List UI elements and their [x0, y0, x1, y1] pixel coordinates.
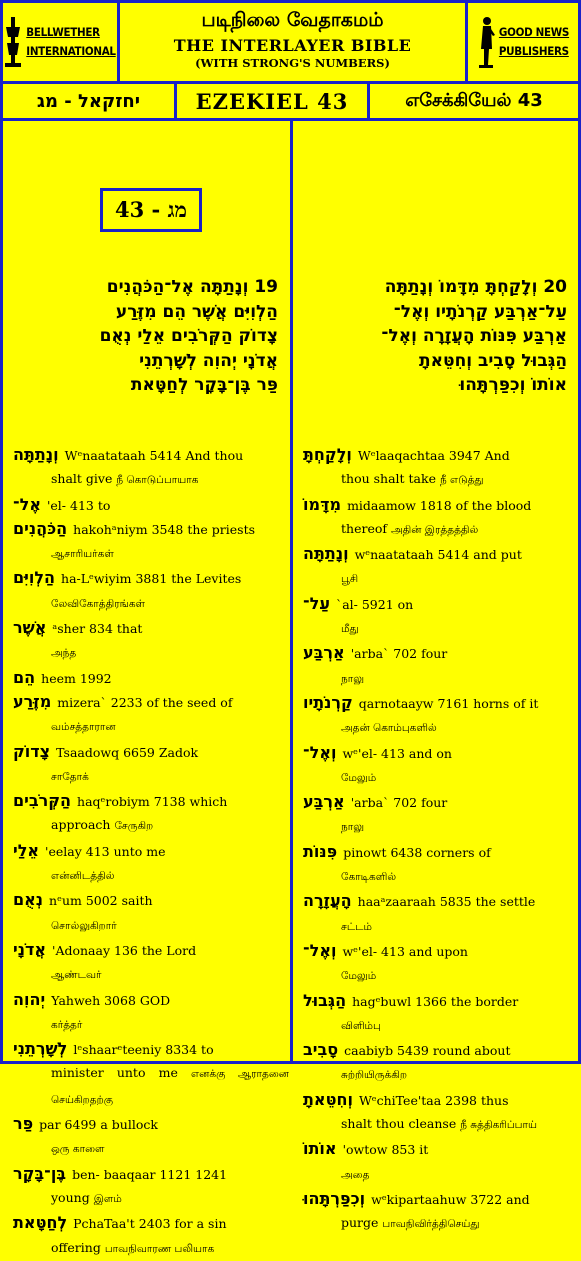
transliteration-gloss: 'Adonaay 136 the Lord	[52, 942, 197, 958]
entry-continuation	[303, 963, 579, 988]
bellwether-sheep-icon	[4, 15, 22, 69]
word-entry	[13, 690, 289, 740]
word-entry	[303, 493, 579, 543]
word-entry	[303, 542, 579, 592]
entry-continuation	[13, 764, 289, 789]
transliteration-gloss: PchaTaa't 2403 for a sin	[73, 1216, 227, 1232]
hebrew-word: וְאֶל־	[303, 940, 337, 960]
tamil-gloss: சுற்றியிருக்கிற	[341, 1069, 408, 1082]
entry-continuation	[13, 1236, 289, 1261]
right-logo-line1: GOOD NEWS	[498, 25, 570, 39]
entry-continuation	[303, 616, 579, 641]
tamil-gloss: இளம்	[93, 1192, 122, 1205]
transliteration-gloss: Yahweh 3068 GOD	[51, 992, 171, 1008]
left-verse-text	[16, 275, 278, 398]
entry-continuation	[303, 765, 579, 790]
entry-continuation	[13, 1012, 289, 1037]
hebrew-word: לְחַטָּאת	[13, 1213, 68, 1233]
word-entry	[303, 741, 579, 791]
tamil-gloss: நீ கொடுப்பாயாக	[116, 474, 199, 487]
transliteration-gloss: par 6499 a bullock	[39, 1117, 158, 1133]
hebrew-word: מִדָּמוֹ	[303, 494, 342, 514]
entry-continuation	[303, 1013, 579, 1038]
transliteration-gloss: WᵉchiTee'taa 2398 thus	[358, 1092, 509, 1108]
word-entry	[303, 641, 579, 691]
entry-continuation	[13, 467, 289, 492]
bellwether-logo	[3, 3, 120, 81]
tamil-gloss: நாலு	[341, 672, 365, 685]
word-entry	[13, 616, 289, 666]
hebrew-word: קַרְנֹתָיו	[303, 692, 353, 712]
word-entry	[13, 566, 289, 616]
word-entry	[13, 789, 289, 839]
word-entry	[13, 888, 289, 938]
transliteration-gloss: lᵉshaarᵉteeniy 8334 to	[73, 1042, 214, 1058]
transliteration-gloss: haaᵃzaaraah 5835 the settle	[357, 894, 536, 910]
hebrew-word: הַקְּרֹבִים	[13, 791, 72, 811]
right-word-list	[303, 443, 579, 1237]
column-divider	[290, 121, 293, 1061]
hebrew-word: מִזֶּרַע	[13, 691, 52, 711]
hebrew-word: הָעֲזָרָה	[303, 891, 352, 911]
tamil-gloss: கோடிகளில்	[341, 871, 397, 884]
word-entry	[13, 839, 289, 889]
transliteration-gloss: 'eelay 413 unto me	[45, 843, 166, 859]
entry-continuation	[303, 814, 579, 839]
book-hebrew: יחזקאל - מג	[3, 84, 177, 118]
transliteration-gloss: wᵉnaatataah 5414 and put	[354, 547, 522, 563]
hebrew-word: אַרְבַּע	[303, 792, 345, 812]
tamil-gloss: சாதோக்	[51, 770, 89, 783]
hebrew-word: פִּנּוֹת	[303, 841, 338, 861]
word-entry	[13, 493, 289, 517]
tamil-gloss: பாவநிவிர்த்திசெய்து	[382, 1218, 480, 1231]
word-entry	[303, 592, 579, 642]
entry-continuation	[303, 517, 579, 542]
tamil-gloss: மீது	[341, 623, 359, 636]
hebrew-word: וְנָתַתָּה	[13, 445, 59, 464]
tamil-gloss: ஆசாரியர்கள்	[51, 548, 114, 561]
entry-continuation	[13, 863, 289, 888]
tamil-gloss: எனக்கு ஆராதனை செய்கிறதற்கு	[51, 1068, 289, 1106]
word-entry	[13, 988, 289, 1038]
hebrew-word: וְכִפַּרְתָּהוּ	[303, 1188, 366, 1208]
entry-continuation	[13, 813, 289, 838]
hebrew-word: לְשָׁרְתֵנִי	[13, 1039, 68, 1059]
tamil-gloss: நீ எடுத்து	[439, 474, 484, 487]
transliteration-gloss: Wᵉlaaqachtaa 3947 And	[357, 448, 510, 463]
good-news-logo	[465, 3, 578, 81]
gloss-continuation: young	[51, 1189, 90, 1205]
title-sub: (WITH STRONG'S NUMBERS)	[195, 56, 390, 70]
word-entry	[303, 889, 579, 939]
entry-continuation	[303, 914, 579, 939]
hebrew-word: אֲשֶׁר	[13, 618, 47, 638]
transliteration-gloss: hagᵉbuwl 1366 the border	[352, 993, 519, 1009]
transliteration-gloss: ᵃsher 834 that	[52, 621, 143, 637]
gloss-continuation: minister unto me	[51, 1065, 178, 1081]
entry-continuation	[303, 666, 579, 691]
transliteration-gloss: ben- baaqaar 1121 1241	[72, 1166, 228, 1182]
entry-continuation	[303, 566, 579, 591]
hebrew-word: אֶל־	[13, 494, 41, 514]
transliteration-gloss: nᵉum 5002 saith	[49, 893, 153, 909]
entry-continuation	[13, 714, 289, 739]
verse-line: עַל־אַרְבַּע קַרְנֹתָיו וְאֶל־	[393, 301, 567, 322]
transliteration-gloss: 'el- 413 to	[46, 497, 111, 513]
word-entry	[13, 443, 289, 493]
transliteration-gloss: hakohᵃniym 3548 the priests	[73, 521, 256, 537]
word-entry	[303, 443, 579, 493]
verse-line: הַגְּבוּל סָבִיב וְחִטֵּאתָ	[419, 350, 567, 371]
transliteration-gloss: `al- 5921 on	[335, 596, 414, 612]
book-bar	[3, 84, 578, 121]
hebrew-word: אֵלַי	[13, 840, 40, 860]
hebrew-word: עַל־	[303, 593, 330, 613]
hebrew-word: בֶּן־בָּקָר	[13, 1163, 67, 1183]
transliteration-gloss: Wᵉnaatataah 5414 And thou	[64, 448, 244, 463]
chapter-label-text: מג - 43	[115, 197, 187, 222]
book-tamil: எசேக்கியேல் 43	[405, 89, 543, 111]
verse-line: 20 וְלָקַחְתָּ מִדָּמוֹ וְנָתַתָּה	[384, 277, 567, 297]
hebrew-word: נְאֻם	[13, 890, 44, 910]
entry-continuation	[303, 1062, 579, 1087]
hebrew-word: הַלְוִיִּם	[13, 568, 56, 588]
verse-line: הַלְוִיִּם אֲשֶׁר הֵם מִזֶּרַע	[115, 301, 278, 322]
left-logo-line2: INTERNATIONAL	[26, 44, 116, 58]
word-entry	[13, 666, 289, 690]
gloss-continuation: purge	[341, 1215, 379, 1231]
word-entry	[13, 1162, 289, 1212]
transliteration-gloss: pinowt 6438 corners of	[343, 844, 491, 860]
transliteration-gloss: midaamow 1818 of the blood	[347, 497, 532, 513]
entry-continuation	[13, 1186, 289, 1211]
right-verse-text	[305, 275, 567, 398]
word-entry	[13, 1037, 289, 1112]
word-entry	[303, 939, 579, 989]
tamil-gloss: சொல்லுகிறார்	[51, 919, 117, 932]
hebrew-word: אוֹתוֹ	[303, 1139, 337, 1159]
transliteration-gloss: 'arba` 702 four	[350, 646, 448, 662]
word-entry	[303, 840, 579, 890]
word-entry	[303, 790, 579, 840]
tamil-gloss: என்னிடத்தில்	[51, 870, 115, 883]
word-entry	[13, 740, 289, 790]
word-entry	[303, 1088, 579, 1138]
tamil-gloss: மேலும்	[341, 970, 377, 983]
transliteration-gloss: mizera` 2233 of the seed of	[57, 694, 233, 710]
hebrew-word: וְאֶל־	[303, 742, 337, 762]
hebrew-word: וְלָקַחְתָּ	[303, 445, 352, 464]
transliteration-gloss: qarnotaayw 7161 horns of it	[358, 695, 539, 711]
tamil-gloss: ஆண்டவர்	[51, 969, 102, 982]
word-entry	[303, 1137, 579, 1187]
transliteration-gloss: wᵉ'el- 413 and on	[342, 745, 452, 761]
gloss-continuation: approach	[51, 817, 111, 833]
transliteration-gloss: 'arba` 702 four	[350, 795, 448, 811]
tamil-gloss: அதின் இரத்தத்தில்	[390, 523, 479, 536]
entry-continuation	[303, 715, 579, 740]
entry-continuation	[13, 962, 289, 987]
hebrew-word: סָבִיב	[303, 1040, 339, 1060]
verse-line: פַּר בֶּן־בָּקָר לְחַטָּאת	[130, 375, 278, 395]
hebrew-word: וְנָתַתָּה	[303, 544, 349, 564]
left-logo-line1: BELLWETHER	[26, 25, 100, 39]
tamil-gloss: கர்த்தர்	[51, 1018, 83, 1031]
word-entry	[303, 1038, 579, 1088]
verse-line: 19 וְנָתַתָּה אֶל־הַכֹּהֲנִים	[106, 277, 278, 297]
left-word-list	[13, 443, 289, 1261]
transliteration-gloss: ha-Lᵉwiyim 3881 the Levites	[61, 571, 242, 587]
verse-line: אַרְבַּע פִּנּוֹת הָעֲזָרָה וְאֶל־	[381, 326, 567, 346]
hebrew-word: הַגְּבוּל	[303, 990, 347, 1010]
entry-continuation	[13, 1061, 289, 1112]
tamil-gloss: சேருகிற	[114, 820, 154, 833]
transliteration-gloss: Tsaadowq 6659 Zadok	[56, 744, 199, 760]
tamil-gloss: விளிம்பு	[341, 1019, 381, 1032]
transliteration-gloss: caabiyb 5439 round about	[344, 1043, 511, 1059]
page-header	[3, 3, 578, 84]
tamil-gloss: அந்த	[51, 647, 77, 660]
hebrew-word: אַרְבַּע	[303, 643, 345, 663]
tamil-gloss: மேலும்	[341, 771, 377, 784]
transliteration-gloss: heem 1992	[41, 670, 112, 686]
title-main: THE INTERLAYER BIBLE	[173, 36, 412, 55]
word-entry	[303, 989, 579, 1039]
tamil-gloss: லேவிகோத்திரங்கள்	[51, 597, 146, 610]
word-entry	[13, 938, 289, 988]
gloss-continuation: shalt thou cleanse	[341, 1116, 457, 1132]
hebrew-word: יְהוִה	[13, 989, 46, 1009]
entry-continuation	[13, 591, 289, 616]
hebrew-word: פַּר	[13, 1114, 34, 1134]
entry-continuation	[303, 1112, 579, 1137]
transliteration-gloss: 'owtow 853 it	[342, 1142, 429, 1158]
entry-continuation	[303, 1211, 579, 1236]
tamil-gloss: நாலு	[341, 821, 365, 834]
title-tamil: படிநிலை வேதாகமம்	[201, 9, 384, 31]
word-entry	[303, 1187, 579, 1237]
transliteration-gloss: wᵉ'el- 413 and upon	[342, 943, 468, 959]
verse-line: צָדוֹק הַקְּרֹבִים אֵלַי נְאֻם	[99, 326, 278, 346]
hebrew-word: אֲדֹנָי	[13, 939, 47, 959]
entry-continuation	[303, 467, 579, 492]
hebrew-word: הֵם	[13, 667, 36, 687]
tamil-gloss: நீ சுத்திகரிப்பாய்	[460, 1119, 537, 1132]
transliteration-gloss: wᵉkipartaahuw 3722 and	[371, 1191, 530, 1207]
transliteration-gloss: haqᵉrobiym 7138 which	[77, 794, 228, 810]
tamil-gloss: அதை	[341, 1168, 370, 1181]
word-entry	[13, 1112, 289, 1162]
entry-continuation	[13, 913, 289, 938]
tamil-gloss: சட்டம்	[341, 920, 372, 933]
entry-continuation	[303, 1162, 579, 1187]
verse-line: אוֹתוֹ וְכִפַּרְתָּהוּ	[459, 375, 567, 395]
verse-line: אֲדֹנָי יְהוִה לְשָׁרְתֵנִי	[139, 350, 278, 371]
word-entry	[13, 1211, 289, 1261]
tamil-gloss: ஒரு காளை	[51, 1143, 105, 1156]
gloss-continuation: thereof	[341, 520, 387, 536]
gloss-continuation: offering	[51, 1239, 101, 1255]
entry-continuation	[13, 541, 289, 566]
entry-continuation	[13, 640, 289, 665]
tamil-gloss: வம்சத்தாரான	[51, 721, 116, 734]
hebrew-word: הַכֹּהֲנִים	[13, 518, 68, 538]
word-entry	[303, 691, 579, 741]
right-logo-line2: PUBLISHERS	[498, 44, 569, 58]
hebrew-word: צָדוֹק	[13, 741, 51, 761]
entry-continuation	[303, 864, 579, 889]
tamil-gloss: அதன் கொம்புகளில்	[341, 722, 437, 735]
gloss-continuation: thou shalt take	[341, 471, 436, 487]
tamil-gloss: பூசி	[341, 573, 359, 586]
hebrew-word: וְחִטֵּאתָ	[303, 1089, 353, 1109]
word-entry	[13, 517, 289, 567]
title-block	[120, 3, 465, 81]
entry-continuation	[13, 1136, 289, 1161]
tamil-gloss: பாவநிவாரண பலியாக	[104, 1242, 215, 1255]
sower-figure-icon	[477, 15, 495, 69]
chapter-label	[100, 188, 202, 232]
book-english: EZEKIEL 43	[177, 84, 370, 118]
gloss-continuation: shalt give	[51, 471, 113, 487]
